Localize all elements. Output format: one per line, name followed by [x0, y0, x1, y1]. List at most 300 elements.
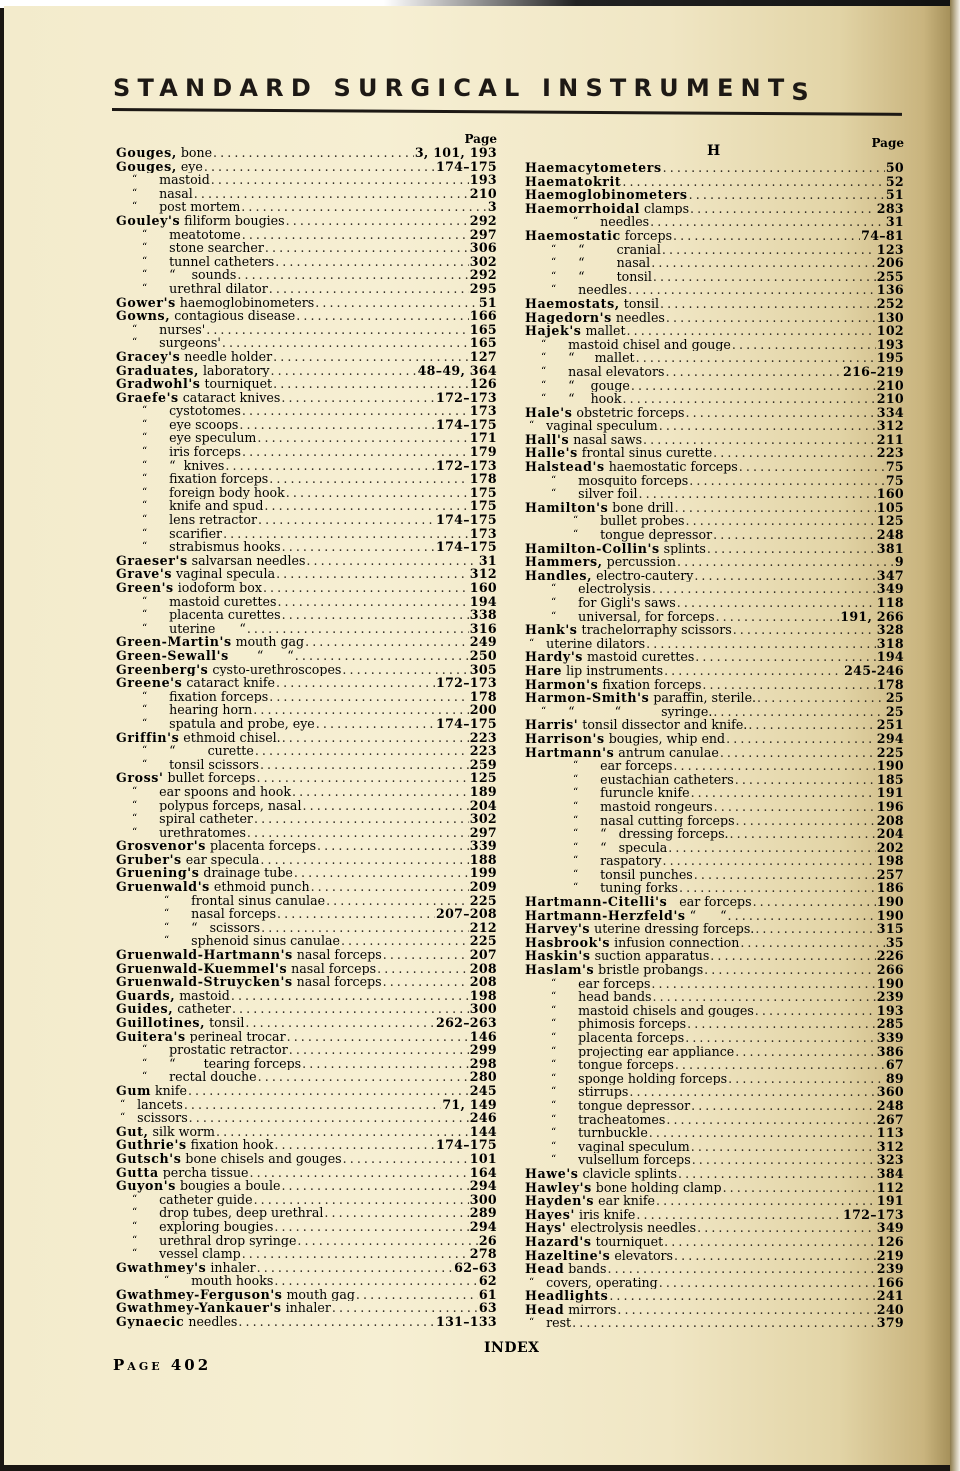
index-entry	[525, 446, 904, 460]
dot-leader	[733, 623, 876, 637]
index-entry	[116, 1030, 497, 1044]
entry-page-ref: 306	[469, 241, 497, 255]
entry-page-ref: 198	[876, 854, 904, 868]
ditto-mark: “	[132, 187, 138, 199]
entry-page-ref: 198	[469, 988, 497, 1003]
index-entry	[525, 746, 904, 760]
entry-page-ref: 190	[876, 895, 904, 909]
index-entry	[116, 989, 497, 1003]
entry-lead: Gruenwald's	[116, 880, 210, 894]
ditto-mark: “	[551, 977, 557, 989]
entry-page-ref: 31	[885, 215, 904, 229]
entry-page-ref: 318	[876, 636, 904, 651]
entry-page-ref: 31	[478, 553, 497, 568]
entry-term	[116, 1152, 342, 1166]
dot-leader	[652, 582, 876, 596]
dot-leader	[572, 1316, 876, 1330]
column-heading	[116, 133, 497, 146]
entry-lead: Gower's	[116, 295, 176, 310]
index-entry	[525, 243, 904, 257]
entry-term	[525, 881, 678, 895]
entry-subterm: knife and spud	[169, 499, 264, 514]
index-entry	[525, 922, 904, 936]
entry-term	[525, 691, 756, 705]
entry-term	[116, 486, 285, 500]
entry-term	[116, 635, 304, 649]
entry-page-ref: 171	[469, 431, 497, 446]
entry-subterm: universal, for forceps	[578, 609, 715, 624]
entry-subterm: tunnel catheters	[169, 254, 275, 269]
entry-page-ref: 300	[469, 1002, 497, 1016]
entry-page-ref: 189	[469, 784, 497, 799]
index-entry	[116, 921, 497, 935]
entry-term	[525, 1058, 674, 1072]
ditto-mark: “	[551, 1045, 557, 1057]
entry-term	[116, 540, 281, 554]
entry-subterm: filiform bougies	[180, 213, 285, 228]
dot-leader	[651, 977, 875, 991]
dot-leader	[383, 948, 469, 962]
entry-term	[116, 567, 275, 581]
entry-page-ref: 207	[469, 948, 497, 962]
entry-subterm: uterine dilators	[546, 636, 646, 651]
entry-lead: Harvey's	[525, 922, 591, 936]
entry-lead: Gracey's	[116, 349, 181, 364]
index-entry	[116, 649, 497, 663]
ditto-mark: “	[142, 486, 148, 498]
entry-subterm: vaginal speculum	[546, 419, 658, 433]
entry-subterm: ear knife	[594, 1194, 655, 1208]
entry-subterm: needles	[600, 215, 650, 229]
entry-term	[116, 785, 291, 799]
dot-leader	[622, 175, 885, 189]
ditto-mark: “	[551, 1113, 557, 1125]
dot-leader	[297, 1234, 477, 1248]
entry-term	[525, 1004, 754, 1018]
dot-leader	[256, 771, 468, 785]
dot-leader	[241, 200, 487, 214]
entry-term	[116, 975, 382, 989]
entry-term	[116, 418, 238, 432]
entry-term	[525, 446, 712, 460]
dot-leader	[665, 365, 842, 379]
entry-page-ref: 166	[876, 1275, 904, 1290]
entry-subterm: contagious disease	[170, 309, 296, 323]
index-entry	[116, 676, 497, 690]
entry-subterm: needle holder	[180, 349, 273, 364]
index-entry	[525, 215, 904, 229]
index-entry	[116, 513, 497, 527]
entry-page-ref: 278	[469, 1247, 497, 1261]
dot-leader	[622, 392, 875, 406]
dot-leader	[689, 188, 885, 202]
dot-leader	[254, 1193, 469, 1207]
entry-page-ref: 172–173	[436, 390, 497, 405]
entry-term	[525, 650, 694, 664]
entry-subterm: inhaler	[281, 1301, 331, 1316]
entry-page-ref: 267	[876, 1112, 904, 1127]
entry-subterm: needles	[578, 283, 628, 297]
index-entry	[525, 528, 904, 542]
entry-term	[525, 1085, 628, 1099]
entry-subterm: fixation forceps	[598, 677, 702, 692]
dot-leader	[231, 989, 469, 1003]
ditto-mark: “	[132, 826, 138, 838]
dot-leader	[189, 1111, 469, 1125]
entry-lead: Hank's	[525, 623, 578, 637]
entry-lead: Haemostatic	[525, 228, 621, 243]
dot-leader	[713, 705, 885, 719]
entry-lead: Hale's	[525, 405, 573, 420]
ditto-mark: “	[142, 432, 148, 444]
entry-subterm: “ gouge	[568, 378, 630, 393]
index-entry	[525, 963, 904, 977]
ditto-mark: “	[132, 323, 138, 335]
entry-page-ref: 210	[876, 392, 904, 406]
entry-term	[116, 581, 262, 595]
entry-subterm: cystotomes	[169, 404, 241, 418]
entry-page-ref: 127	[469, 349, 497, 364]
entry-subterm: urethral drop syringe	[159, 1233, 297, 1248]
entry-term	[116, 663, 341, 677]
entry-term	[525, 1113, 665, 1127]
ditto-mark: “	[164, 894, 170, 906]
entry-subterm: bougies a boule	[175, 1179, 281, 1193]
index-entry	[525, 623, 904, 637]
index-entry	[525, 1249, 904, 1263]
dot-leader	[332, 1301, 478, 1315]
index-entry	[116, 635, 497, 649]
entry-term	[116, 731, 281, 745]
entry-page-ref: 146	[469, 1029, 497, 1044]
dot-leader	[677, 596, 876, 610]
entry-page-ref: 292	[469, 268, 497, 282]
entry-subterm: “ dressing forceps.	[600, 827, 729, 841]
entry-page-ref: 339	[876, 1031, 904, 1045]
entry-term	[116, 228, 241, 242]
entry-term	[525, 528, 712, 542]
entry-subterm: “ cranial	[578, 242, 661, 257]
index-entry	[525, 1058, 904, 1072]
entry-page-ref: 165	[469, 322, 497, 337]
entry-term	[116, 676, 275, 690]
entry-page-ref: 178	[876, 677, 904, 692]
entry-term	[116, 1016, 244, 1030]
dot-leader	[242, 1247, 469, 1261]
dot-leader	[659, 1276, 876, 1290]
entry-term	[116, 758, 259, 772]
entry-subterm: splints	[659, 541, 706, 556]
index-entry	[116, 717, 497, 731]
index-entry	[525, 868, 904, 882]
dot-leader	[222, 336, 469, 350]
entry-page-ref: 208	[876, 813, 904, 828]
entry-term	[525, 773, 734, 787]
dot-leader	[286, 214, 469, 228]
entry-subterm: post mortem	[159, 200, 241, 214]
index-entry	[116, 418, 497, 432]
entry-lead: Gut,	[116, 1124, 149, 1139]
entry-term	[525, 1031, 684, 1045]
entry-subterm: bands	[564, 1262, 607, 1276]
index-entry	[525, 1262, 904, 1276]
index-entry	[525, 854, 904, 868]
dot-leader	[273, 377, 469, 391]
dot-leader	[636, 1208, 842, 1222]
entry-page-ref: 225	[469, 893, 497, 908]
entry-subterm: “ curette	[169, 744, 254, 758]
dot-leader	[184, 1098, 442, 1112]
index-entry	[525, 909, 904, 923]
entry-term	[116, 934, 340, 948]
entry-term	[116, 173, 210, 187]
index-entry	[116, 364, 497, 378]
index-entry	[116, 200, 497, 214]
entry-page-ref: 212	[469, 920, 497, 935]
entry-page-ref: 199	[469, 866, 497, 881]
dot-leader	[663, 161, 885, 175]
entry-subterm: percha tissue	[158, 1165, 249, 1180]
entry-subterm: mouth gag	[231, 635, 305, 649]
entry-page-ref: 51	[885, 188, 904, 202]
entry-term	[116, 1301, 331, 1315]
entry-page-ref: 178	[469, 689, 497, 704]
entry-page-ref: 248	[876, 528, 904, 542]
entry-subterm: “ knives	[169, 458, 225, 473]
entry-page-ref: 174–175	[436, 716, 497, 731]
dot-leader	[723, 1181, 876, 1195]
index-entry	[525, 1235, 904, 1249]
dot-leader	[639, 487, 876, 501]
entry-term	[525, 1017, 686, 1031]
entry-subterm: frontal sinus curette	[577, 446, 713, 461]
index-entry	[525, 1099, 904, 1113]
entry-lead: Gutta	[116, 1165, 159, 1180]
dot-leader	[656, 1194, 876, 1208]
entry-term	[525, 705, 712, 719]
entry-term	[116, 1084, 187, 1098]
dot-leader	[713, 528, 876, 542]
dot-leader	[636, 351, 876, 365]
entry-page-ref: 219	[876, 1248, 904, 1263]
entry-page-ref: 204	[469, 798, 497, 813]
entry-term	[525, 419, 658, 433]
ditto-mark: “	[573, 868, 579, 880]
ditto-mark: “	[529, 637, 535, 649]
entry-lead: Green-Sewall's	[116, 648, 229, 663]
entry-page-ref: 245-246	[844, 663, 904, 678]
entry-subterm: “ “ syringe.	[568, 704, 713, 719]
entry-page-ref: 239	[876, 990, 904, 1004]
index-entry	[525, 514, 904, 528]
entry-subterm: bristle probangs	[594, 963, 704, 977]
index-entry	[116, 785, 497, 799]
entry-page-ref: 190	[876, 976, 904, 991]
dot-leader	[697, 1221, 876, 1235]
entry-page-ref: 174–175	[436, 159, 497, 174]
index-entry	[525, 270, 904, 284]
entry-term	[525, 270, 652, 284]
entry-subterm: placenta forceps	[578, 1031, 685, 1045]
entry-lead: Grave's	[116, 567, 173, 581]
entry-lead: Green-Martin's	[116, 635, 232, 649]
entry-term	[116, 812, 253, 826]
entry-term	[525, 936, 739, 950]
entry-subterm: bullet probes	[600, 514, 685, 529]
ditto-mark: “	[541, 352, 547, 364]
dot-leader	[728, 1072, 885, 1086]
ditto-mark: “	[551, 1154, 557, 1166]
entry-term	[116, 826, 246, 840]
entry-page-ref: 175	[469, 499, 497, 514]
ditto-mark: “	[573, 216, 579, 228]
index-entry	[116, 268, 497, 282]
entry-page-ref: 195	[876, 351, 904, 365]
ditto-mark: “	[573, 855, 579, 867]
entry-page-ref: 3	[487, 200, 497, 214]
entry-subterm: catheter	[173, 1002, 231, 1016]
entry-lead: Hartmann's	[525, 745, 615, 760]
entry-page-ref: 136	[876, 283, 904, 297]
entry-subterm: head bands	[578, 990, 652, 1004]
entry-page-ref: 283	[876, 201, 904, 216]
entry-term	[116, 866, 293, 880]
dot-leader	[694, 868, 876, 882]
entry-subterm: mastoid curettes	[582, 650, 695, 664]
index-entry	[116, 771, 497, 785]
ditto-mark: “	[541, 338, 547, 350]
dot-leader	[631, 379, 876, 393]
entry-page-ref: 191, 266	[840, 609, 904, 624]
dot-leader	[274, 1138, 435, 1152]
entry-lead: Hajek's	[525, 324, 582, 338]
entry-page-ref: 196	[876, 799, 904, 814]
entry-page-ref: 210	[876, 378, 904, 393]
index-entry	[116, 608, 497, 622]
entry-term	[525, 1045, 734, 1059]
entry-lead: Gruber's	[116, 852, 182, 867]
index-entry	[525, 365, 904, 379]
index-entry	[116, 690, 497, 704]
index-entry	[525, 1316, 904, 1330]
entry-term	[116, 255, 274, 269]
entry-subterm: vaginal specula	[172, 567, 276, 581]
entry-page-ref: 166	[469, 309, 497, 323]
index-entry	[525, 1031, 904, 1045]
entry-term	[116, 839, 316, 853]
entry-subterm: mastoid chisels and gouges	[578, 1003, 754, 1018]
entry-lead: Hazard's	[525, 1234, 592, 1249]
entry-page-ref: 316	[469, 621, 497, 636]
entry-term	[116, 799, 301, 813]
entry-subterm: bone	[176, 146, 213, 160]
entry-lead: Gruenwald-Struycken's	[116, 975, 293, 989]
entry-lead: Guillotines,	[116, 1016, 206, 1030]
entry-lead: Haskin's	[525, 949, 591, 964]
dot-leader	[225, 459, 435, 473]
ditto-mark: “	[551, 1004, 557, 1016]
entry-page-ref: 349	[876, 582, 904, 596]
entry-subterm: ear forceps	[578, 976, 651, 991]
ditto-mark: “	[551, 1059, 557, 1071]
entry-subterm: tongue forceps	[578, 1058, 674, 1072]
dot-leader	[730, 827, 876, 841]
dot-leader	[260, 853, 468, 867]
entry-page-ref: 118	[876, 596, 904, 610]
index-entry	[525, 1004, 904, 1018]
entry-subterm: lancets	[137, 1097, 183, 1112]
ditto-mark: “	[164, 1275, 170, 1287]
entry-page-ref: 193	[469, 173, 497, 187]
column-heading	[525, 133, 904, 161]
index-entry	[525, 1085, 904, 1099]
entry-page-ref: 105	[876, 500, 904, 515]
dot-leader	[276, 676, 435, 690]
index-entry	[116, 1206, 497, 1220]
entry-page-ref: 188	[469, 852, 497, 867]
dot-leader	[341, 934, 469, 948]
index-entry	[116, 975, 497, 989]
entry-lead: Guides,	[116, 1002, 174, 1016]
entry-page-ref: 360	[876, 1085, 904, 1099]
entry-term	[116, 1274, 273, 1288]
entry-page-ref: 51	[478, 295, 497, 310]
ditto-mark: “	[541, 379, 547, 391]
entry-subterm: uterine “	[169, 621, 246, 636]
entry-page-ref: 259	[469, 757, 497, 772]
entry-lead: Green's	[116, 581, 174, 595]
index-entry	[525, 949, 904, 963]
entry-subterm: spiral catheter	[159, 812, 253, 826]
entry-lead: Hamilton-Collin's	[525, 541, 660, 556]
entry-term	[525, 1126, 648, 1140]
entry-lead: Harmon's	[525, 677, 599, 692]
entry-subterm: nurses'	[159, 322, 206, 337]
index-entry	[525, 990, 904, 1004]
entry-page-ref: 62	[478, 1274, 497, 1288]
entry-page-ref: 67	[885, 1058, 904, 1072]
index-entry	[116, 1043, 497, 1057]
entry-page-ref: 239	[876, 1262, 904, 1276]
entry-subterm: placenta forceps	[205, 839, 317, 853]
entry-term	[525, 501, 674, 515]
entry-page-ref: 131–133	[436, 1315, 497, 1329]
entry-lead: Hare	[525, 663, 563, 678]
entry-page-ref: 349	[876, 1221, 904, 1235]
entry-subterm: electro-cautery	[592, 568, 694, 583]
entry-page-ref: 384	[876, 1166, 904, 1181]
ditto-mark: “	[529, 1276, 535, 1288]
entry-subterm: tracheatomes	[578, 1112, 666, 1127]
dot-leader	[269, 690, 469, 704]
ditto-mark: “	[142, 514, 148, 526]
entry-page-ref: 194	[469, 594, 497, 609]
entry-page-ref: 209	[469, 880, 497, 894]
entry-term	[525, 1303, 616, 1317]
index-entry	[116, 1301, 497, 1315]
entry-term	[525, 1194, 655, 1208]
entry-page-ref: 123	[876, 242, 904, 257]
entry-subterm: tonsil	[205, 1016, 245, 1030]
index-entry	[116, 1070, 497, 1084]
index-entry	[116, 1166, 497, 1180]
dot-leader	[755, 922, 875, 936]
index-entry	[525, 1221, 904, 1235]
entry-subterm: fixation forceps	[169, 689, 269, 704]
entry-term	[116, 649, 294, 663]
entry-subterm: sphenoid sinus canulae	[191, 934, 340, 949]
index-entry	[116, 1247, 497, 1261]
